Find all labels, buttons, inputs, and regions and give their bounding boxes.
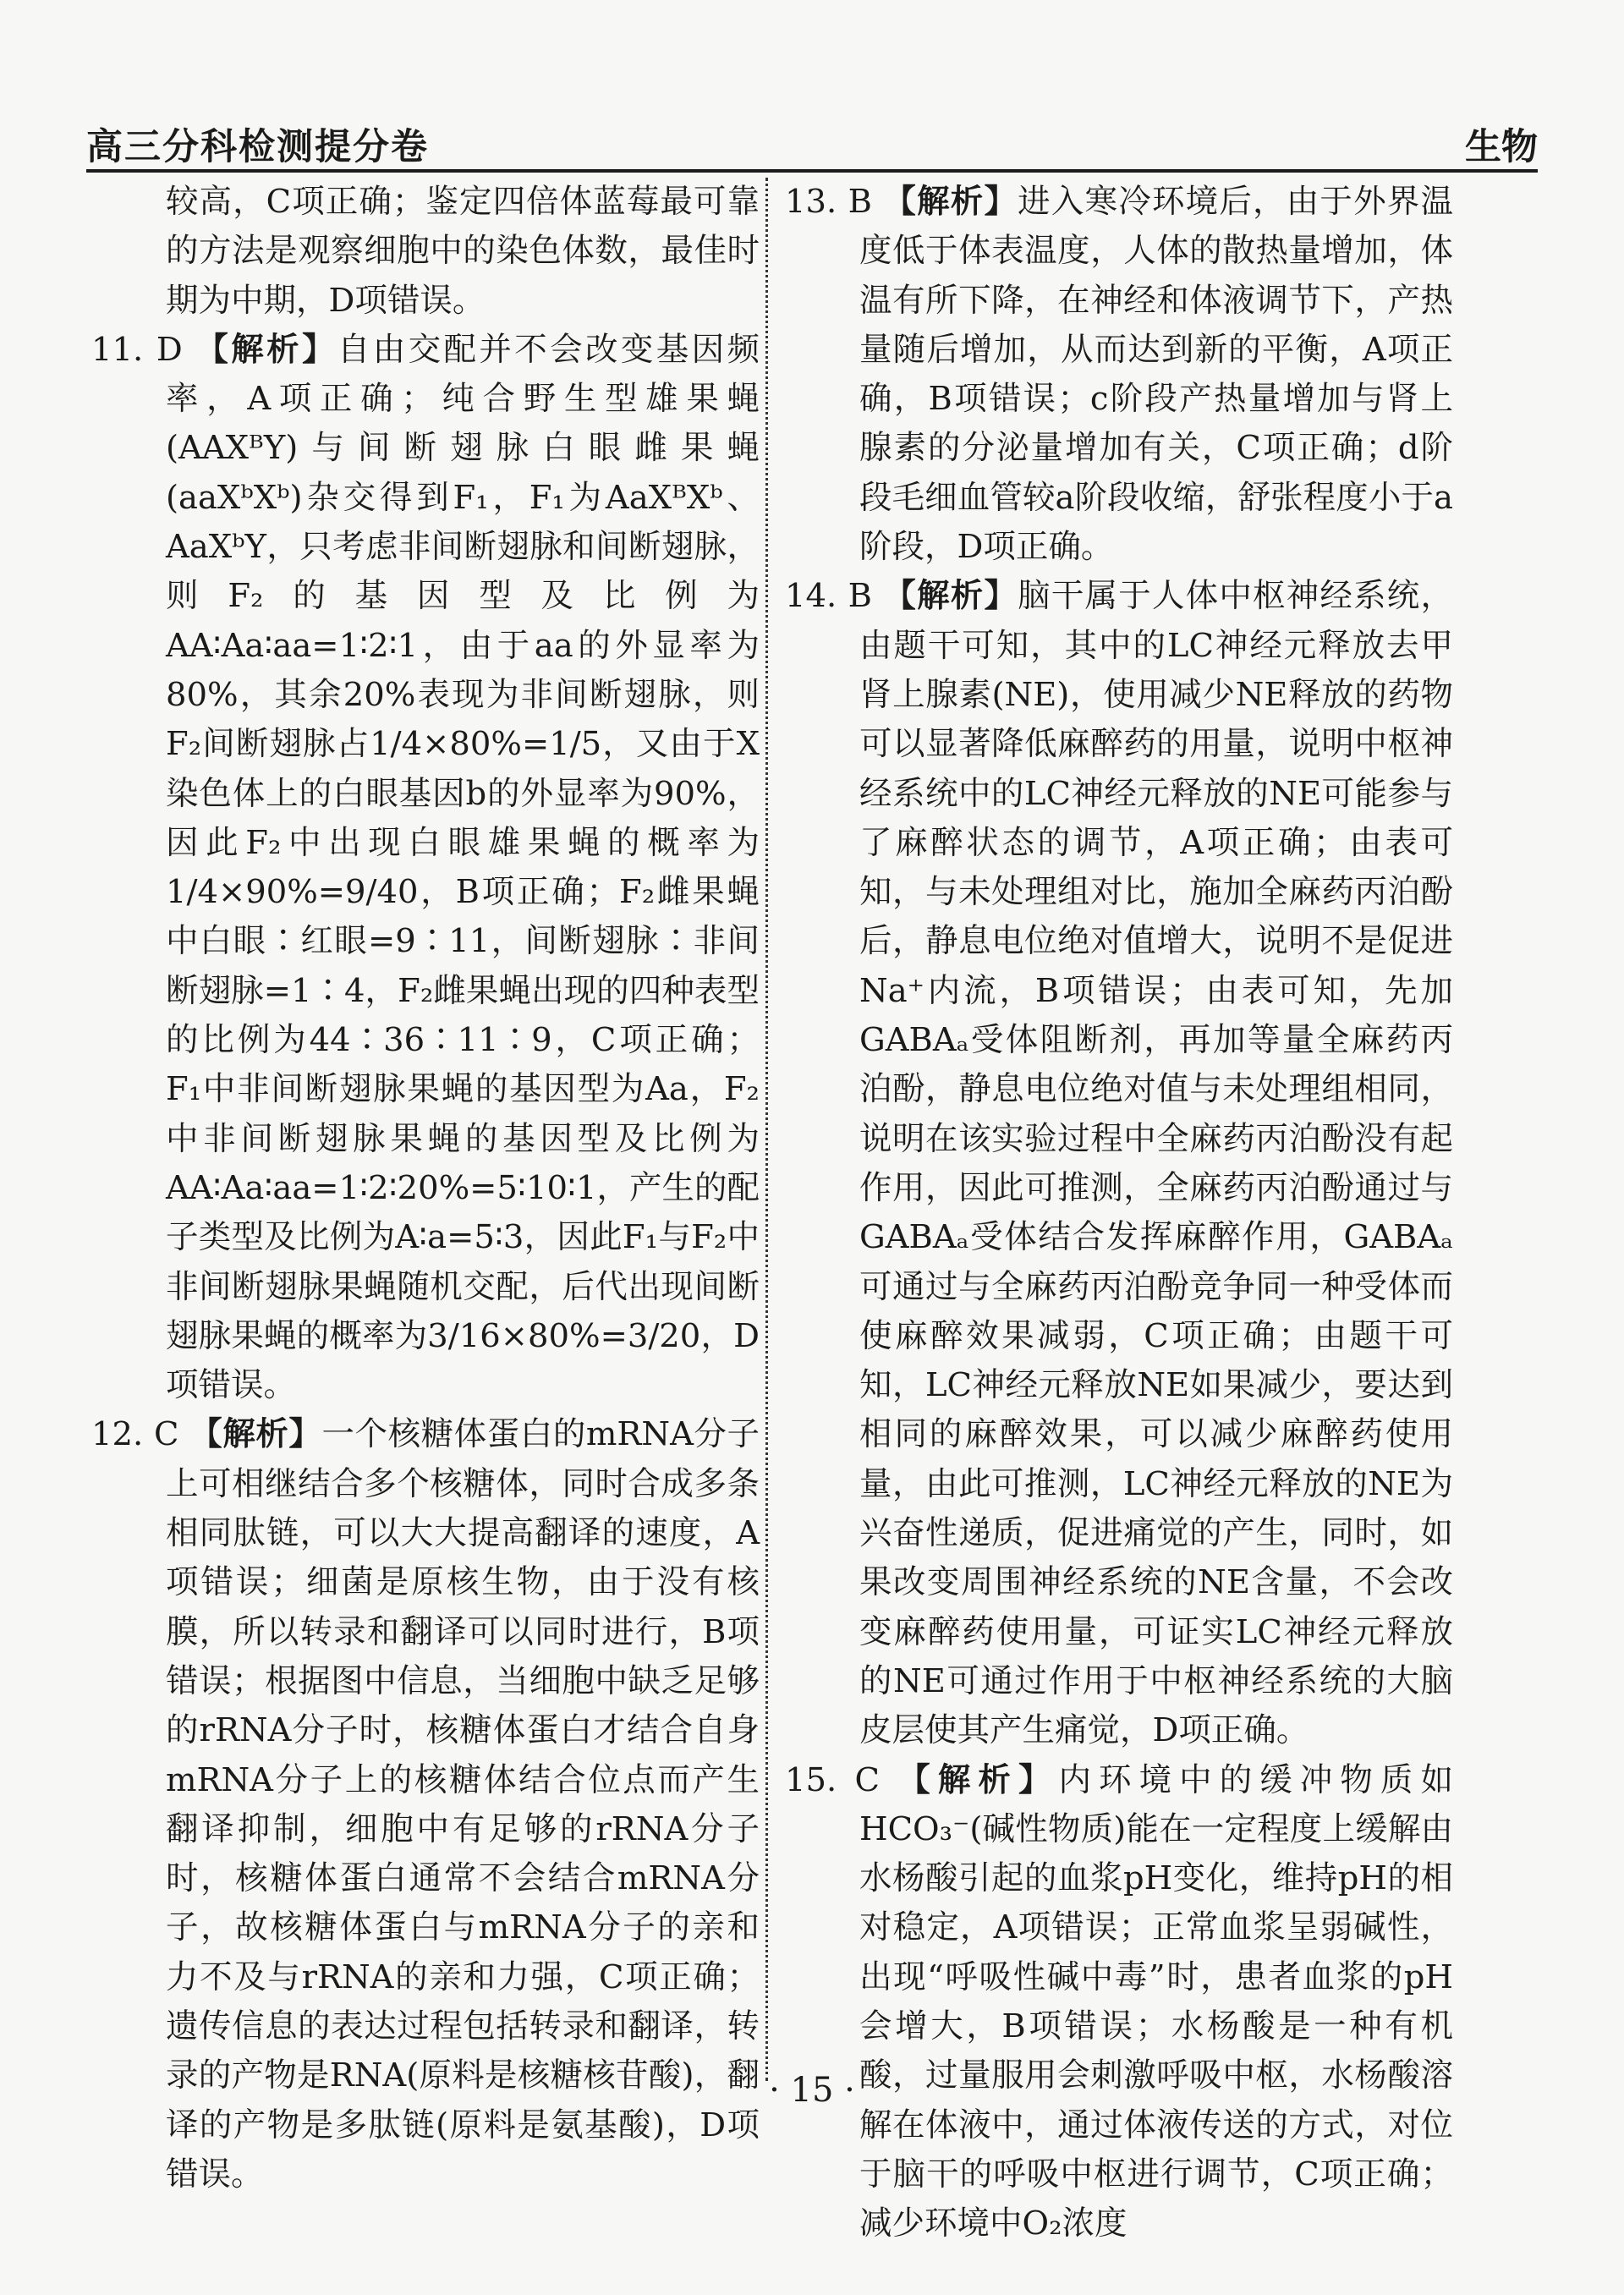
- answer-13: [785, 178, 1453, 572]
- column-divider: [765, 178, 768, 2081]
- answer-13-tag: 【解析】: [883, 183, 1018, 221]
- header-subject: 生物: [1465, 126, 1538, 168]
- answer-11-text: 自由交配并不会改变基因频率，A项正确；纯合野生型雄果蝇(AAXᴮY)与间断翅脉白眼雌果蝇(aaXᵇXᵇ)杂交得到F₁，F₁为AaXᴮXᵇ、AaXᵇY，只考虑非间断翅脉和间断翅脉，则F₂的基因型及比例为AA∶Aa∶aa=1∶2∶1，由于aa的外显率为80%，其余20%表现为非间断翅脉，则F₂间断翅脉占1/4×80%=1/5，又由于X染色体上的白眼基因b的外显率为90%，因此F₂中出现白眼雄果蝇的概率为1/4×90%=9/40，B项正确；F₂雌果蝇中白眼∶红眼=9∶11，间断翅脉∶非间断翅脉=1∶4，F₂雌果蝇出现的四种表型的比例为44∶36∶11∶9，C项正确；F₁中非间断翅脉果蝇的基因型为Aa，F₂中非间断翅脉果蝇的基因型及比例为AA∶Aa∶aa=1∶2∶20%=5∶10∶1，产生的配子类型及比例为A∶a=5∶3，因此F₁与F₂中非间断翅脉果蝇随机交配，后代出现间断翅脉果蝇的概率为3/16×80%=3/20，D项错误。: [166, 330, 760, 1405]
- answer-15: [785, 1756, 1453, 2249]
- answer-11: [91, 326, 760, 1411]
- answer-11-tag: 【解析】: [195, 330, 337, 369]
- answer-15-number: 15. C: [785, 1760, 880, 1799]
- answer-12-tag: 【解析】: [189, 1415, 322, 1454]
- header-title: 高三分科检测提分卷: [86, 126, 429, 168]
- answer-13-text: 进入寒冷环境后，由于外界温度低于体表温度，人体的散热量增加，体温有所下降，在神经和体液调节下，产热量随后增加，从而达到新的平衡，A项正确，B项错误；c阶段产热量增加与肾上腺素的分泌量增加有关，C项正确；d阶段毛细血管较a阶段收缩，舒张程度小于a阶段，D项正确。: [859, 183, 1453, 567]
- page-number: · 15 ·: [769, 2071, 855, 2110]
- left-column: [91, 178, 760, 2199]
- answer-11-number: 11. D: [91, 330, 183, 369]
- header-rule: [86, 169, 1538, 173]
- q10-continuation: 较高，C项正确；鉴定四倍体蓝莓最可靠的方法是观察细胞中的染色体数，最佳时期为中期，D项错误。: [166, 183, 760, 320]
- answer-13-number: 13. B: [785, 183, 872, 221]
- answer-12-text: 一个核糖体蛋白的mRNA分子上可相继结合多个核糖体，同时合成多条相同肽链，可以大大提高翻译的速度，A项错误；细菌是原核生物，由于没有核膜，所以转录和翻译可以同时进行，B项错误；根据图中信息，当细胞中缺乏足够的rRNA分子时，核糖体蛋白才结合自身mRNA分子上的核糖体结合位点而产生翻译抑制，细胞中有足够的rRNA分子时，核糖体蛋白通常不会结合mRNA分子，故核糖体蛋白与mRNA分子的亲和力不及与rRNA的亲和力强，C项正确；遗传信息的表达过程包括转录和翻译，转录的产物是RNA(原料是核糖核苷酸)，翻译的产物是多肽链(原料是氨基酸)，D项错误。: [166, 1415, 760, 2193]
- answer-14-text: 脑干属于人体中枢神经系统，由题干可知，其中的LC神经元释放去甲肾上腺素(NE)，使用减少NE释放的药物可以显著降低麻醉药的用量，说明中枢神经系统中的LC神经元释放的NE可能参与了麻醉状态的调节，A项正确；由表可知，与未处理组对比，施加全麻药丙泊酚后，静息电位绝对值增大，说明不是促进Na⁺内流，B项错误；由表可知，先加GABAₐ受体阻断剂，再加等量全麻药丙泊酚，静息电位绝对值与未处理组相同，说明在该实验过程中全麻药丙泊酚没有起作用，因此可推测，全麻药丙泊酚通过与GABAₐ受体结合发挥麻醉作用，GABAₐ可通过与全麻药丙泊酚竞争同一种受体而使麻醉效果减弱，C项正确；由题干可知，LC神经元释放NE如果减少，要达到相同的麻醉效果，可以减少麻醉药使用量，由此可推测，LC神经元释放的NE为兴奋性递质，促进痛觉的产生，同时，如果改变周围神经系统的NE含量，不会改变麻醉药使用量，可证实LC神经元释放的NE可通过作用于中枢神经系统的大脑皮层使其产生痛觉，D项正确。: [859, 577, 1453, 1750]
- right-column: [785, 178, 1453, 2248]
- answer-14-number: 14. B: [785, 577, 872, 616]
- page-header: [86, 118, 1538, 167]
- answer-12-number: 12. C: [91, 1415, 179, 1454]
- answer-14-tag: 【解析】: [883, 577, 1018, 616]
- answer-15-tag: 【解析】: [897, 1760, 1059, 1799]
- answer-14: [785, 572, 1453, 1755]
- answer-15-text: 内环境中的缓冲物质如HCO₃⁻(碱性物质)能在一定程度上缓解由水杨酸引起的血浆pH变化，维持pH的相对稳定，A项错误；正常血浆呈弱碱性，出现“呼吸性碱中毒”时，患者血浆的pH会增大，B项错误；水杨酸是一种有机酸，过量服用会刺激呼吸中枢，水杨酸溶解在体液中，通过体液传送的方式，对位于脑干的呼吸中枢进行调节，C项正确；减少环境中O₂浓度: [859, 1760, 1453, 2243]
